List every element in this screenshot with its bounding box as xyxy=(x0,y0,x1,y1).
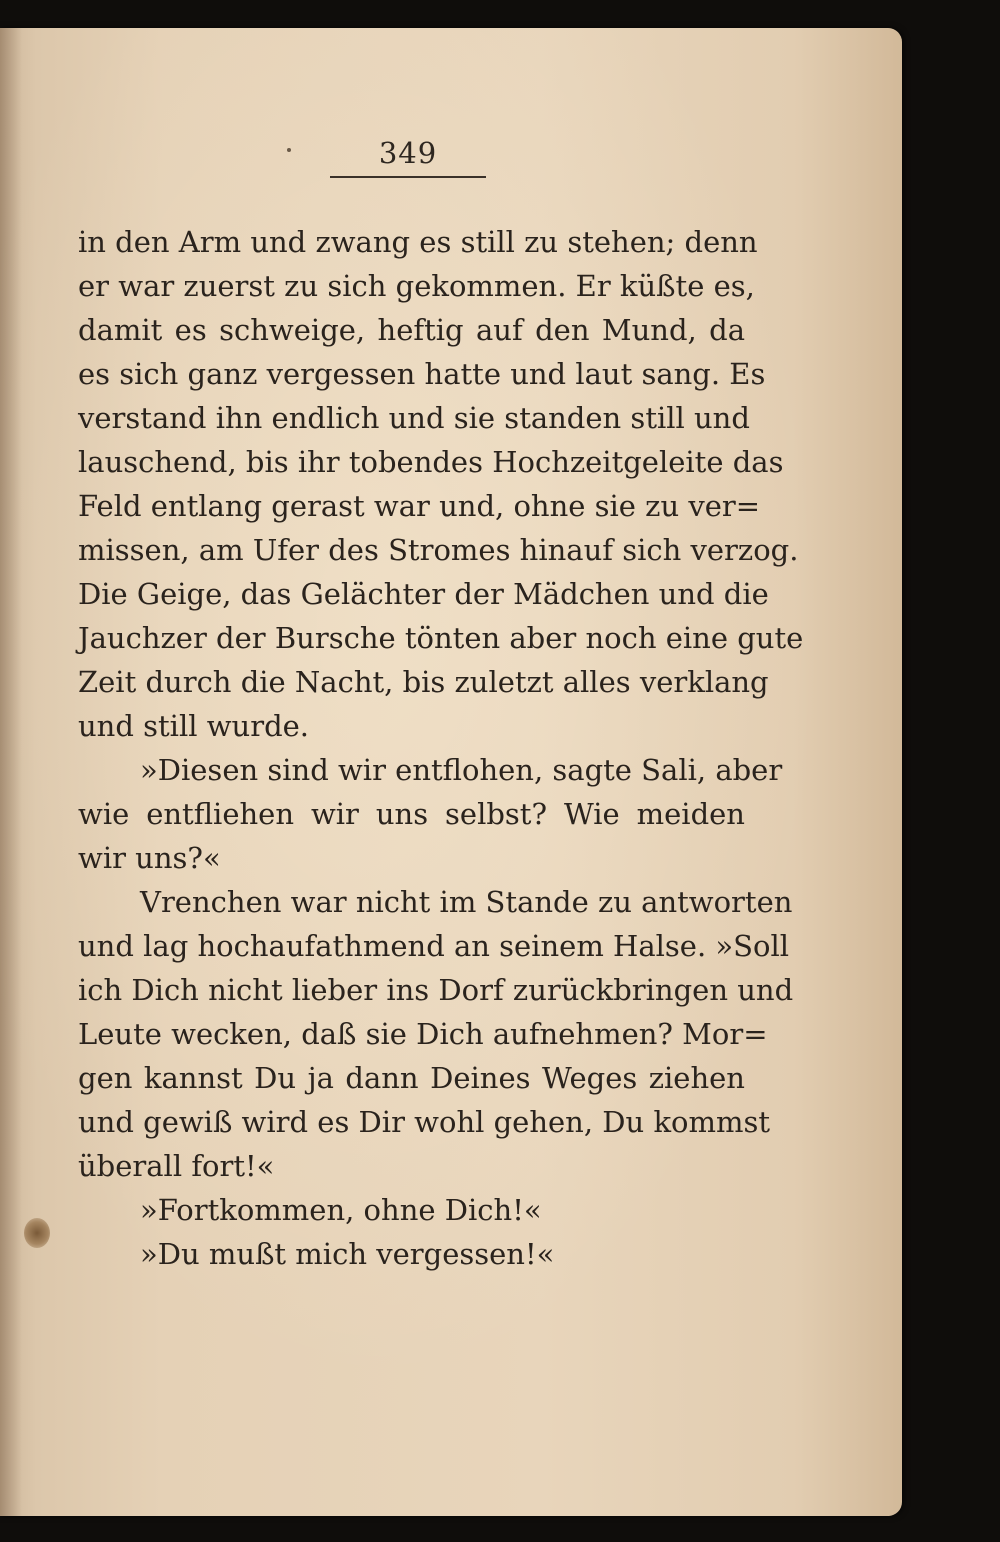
text-line: »Fortkommen, ohne Dich!« xyxy=(140,1193,542,1227)
paper-sheet xyxy=(0,28,902,1516)
text-line: Die Geige, das Gelächter der Mädchen und die xyxy=(78,577,769,611)
page-number: 349 xyxy=(378,136,438,170)
text-line: missen, am Ufer des Stromes hinauf sich verzog. xyxy=(78,533,799,567)
text-line: und gewiß wird es Dir wohl gehen, Du kommst xyxy=(78,1105,771,1139)
text-line: Feld entlang gerast war und, ohne sie zu ver= xyxy=(78,489,761,523)
text-line: »Diesen sind wir entflohen, sagte Sali, aber xyxy=(140,753,783,787)
text-line: Zeit durch die Nacht, bis zuletzt alles verklang xyxy=(78,665,769,699)
header-rule xyxy=(330,176,486,178)
text-line: »Du mußt mich vergessen!« xyxy=(140,1237,555,1271)
page-gutter-shadow xyxy=(0,28,22,1516)
text-line: wir uns?« xyxy=(78,841,221,875)
text-line: verstand ihn endlich und sie standen still und xyxy=(78,401,750,435)
text-line: und still wurde. xyxy=(78,709,310,743)
text-line: Vrenchen war nicht im Stande zu antworten xyxy=(140,885,793,919)
text-line: in den Arm und zwang es still zu stehen; denn xyxy=(78,225,758,259)
text-line: wie entfliehen wir uns selbst? Wie meiden xyxy=(78,797,745,831)
text-line: lauschend, bis ihr tobendes Hochzeitgeleite das xyxy=(78,445,784,479)
text-line: damit es schweige, heftig auf den Mund, da xyxy=(78,313,745,347)
paper-stain xyxy=(24,1218,50,1248)
text-line: und lag hochaufathmend an seinem Halse. »Soll xyxy=(78,929,789,963)
text-line: gen kannst Du ja dann Deines Weges ziehen xyxy=(78,1061,745,1095)
ink-speck xyxy=(287,148,291,152)
text-line: überall fort!« xyxy=(78,1149,275,1183)
text-line: ich Dich nicht lieber ins Dorf zurückbringen und xyxy=(78,973,794,1007)
text-line: es sich ganz vergessen hatte und laut sang. Es xyxy=(78,357,766,391)
text-line: Leute wecken, daß sie Dich aufnehmen? Mor= xyxy=(78,1017,768,1051)
text-line: Jauchzer der Bursche tönten aber noch eine gute xyxy=(78,621,804,655)
text-line: er war zuerst zu sich gekommen. Er küßte es, xyxy=(78,269,755,303)
